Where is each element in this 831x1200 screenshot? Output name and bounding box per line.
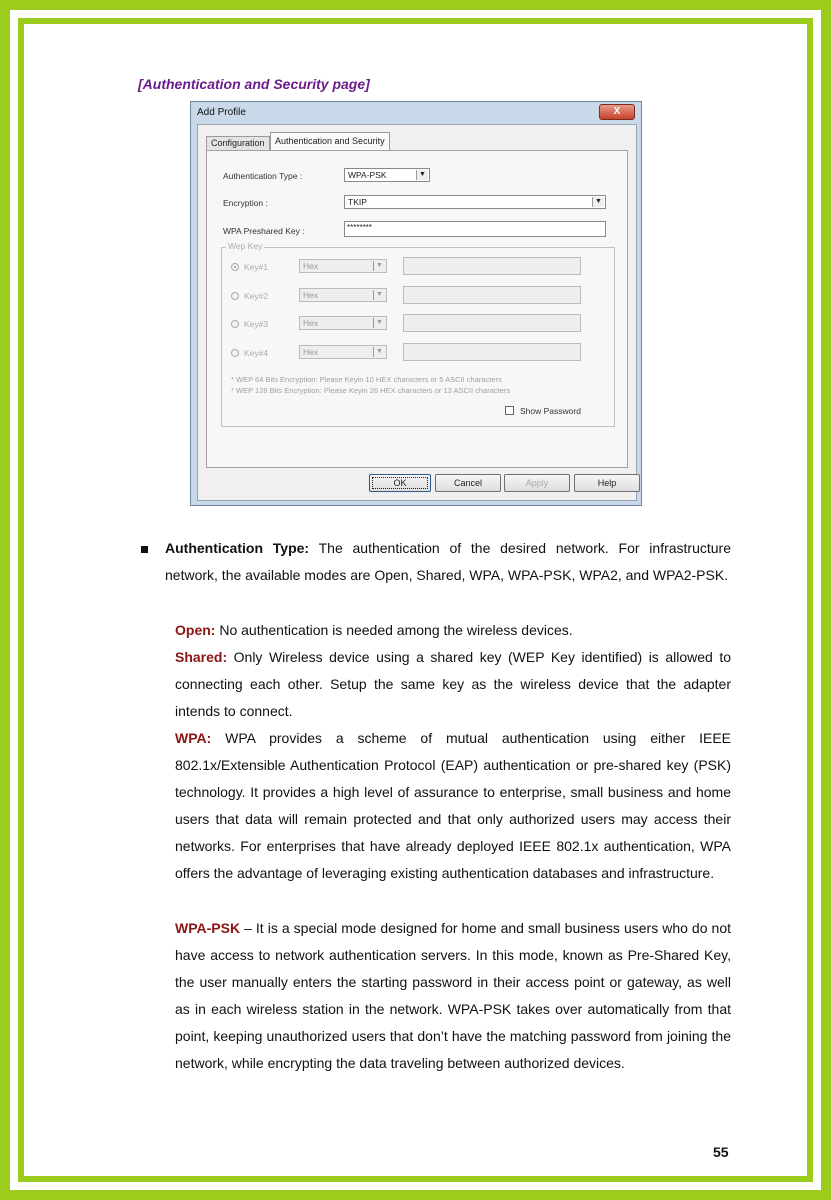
frame-inner-top bbox=[40, 18, 791, 24]
section-title: [Authentication and Security page] bbox=[138, 76, 370, 92]
key2-format-select[interactable] bbox=[299, 288, 387, 302]
shared-text: Only Wireless device using a shared key (WEP Key identified) is allowed to connecting each other. Setup the same key as the wireless device that the adapter intends to connect. bbox=[175, 649, 731, 719]
key2-input[interactable] bbox=[403, 286, 581, 304]
key2-format: Hex bbox=[303, 290, 319, 300]
apply-button[interactable]: Apply bbox=[504, 474, 570, 492]
ok-button[interactable]: OK bbox=[369, 474, 431, 492]
auth-type-label: Authentication Type : bbox=[223, 171, 303, 181]
wpapsk-text: – It is a special mode designed for home and small business users who do not have access to network authentication servers. In this mode, known as Pre-Shared Key, the user manually enters the starting password in their access point or gateway, as well as in each wireless station in the network. WPA-PSK takes over automatically from that point, keeping unauthorized users that don’t have the matching password from joining the network, while encrypting the data traveling between authorized devices. bbox=[175, 920, 731, 1071]
auth-type-select[interactable] bbox=[344, 168, 430, 182]
key4-input[interactable] bbox=[403, 343, 581, 361]
wpapsk-heading: WPA-PSK bbox=[175, 920, 241, 936]
preshared-key-label: WPA Preshared Key : bbox=[223, 226, 305, 236]
close-button[interactable]: X bbox=[599, 104, 635, 120]
key3-label: Key#3 bbox=[244, 319, 269, 329]
encryption-label: Encryption : bbox=[223, 198, 268, 208]
wpa-paragraph bbox=[175, 725, 731, 887]
encryption-value: TKIP bbox=[348, 197, 367, 207]
key3-input[interactable] bbox=[403, 314, 581, 332]
wpa-heading: WPA: bbox=[175, 730, 212, 746]
frame-right bbox=[821, 0, 831, 1200]
key3-radio[interactable] bbox=[231, 320, 239, 328]
key1-format-select[interactable] bbox=[299, 259, 387, 273]
dialog-body bbox=[197, 124, 637, 501]
preshared-key-input[interactable]: ******** bbox=[344, 221, 606, 237]
frame-inner-left bbox=[18, 40, 24, 1160]
bullet-icon bbox=[141, 546, 148, 553]
help-button[interactable]: Help bbox=[574, 474, 640, 492]
open-paragraph bbox=[175, 617, 731, 644]
key3-format: Hex bbox=[303, 318, 319, 328]
show-password-checkbox[interactable] bbox=[505, 406, 514, 415]
frame-left bbox=[0, 0, 10, 1200]
tab-configuration[interactable]: Configuration bbox=[206, 136, 270, 150]
tab-panel bbox=[206, 150, 628, 468]
open-heading: Open: bbox=[175, 622, 216, 638]
add-profile-dialog bbox=[190, 101, 642, 506]
frame-corner bbox=[791, 18, 813, 40]
wpapsk-paragraph bbox=[175, 915, 731, 1077]
key1-format: Hex bbox=[303, 261, 319, 271]
chevron-down-icon: ▼ bbox=[373, 347, 385, 357]
chevron-down-icon: ▼ bbox=[373, 261, 385, 271]
key1-label: Key#1 bbox=[244, 262, 269, 272]
page-number: 55 bbox=[713, 1144, 729, 1160]
frame-corner bbox=[18, 18, 40, 40]
tab-authentication-security[interactable]: Authentication and Security bbox=[270, 132, 390, 151]
encryption-select[interactable] bbox=[344, 195, 606, 209]
chevron-down-icon: ▼ bbox=[592, 197, 604, 207]
wpa-text: WPA provides a scheme of mutual authentication using either IEEE 802.1x/Extensible Authentication Protocol (EAP) authentication or pre-shared key (PSK) technology. It provides a high level of assurance to enterprise, small business and home users that data will remain protected and that only authorized users may access their networks. For enterprises that have already deployed IEEE 802.1x authentication, WPA offers the advantage of leveraging existing authentication databases and infrastructure. bbox=[175, 730, 731, 881]
chevron-down-icon: ▼ bbox=[373, 290, 385, 300]
auth-type-text: The authentication of the desired network. For infrastructure network, the available modes are Open, Shared, WPA, WPA-PSK, WPA2, and WPA2-PSK. bbox=[165, 540, 732, 583]
frame-corner bbox=[791, 1160, 813, 1182]
wep-128-note: * WEP 128 Bits Encryption: Please Keyin 26 HEX characters or 13 ASCII characters bbox=[231, 386, 511, 395]
shared-heading: Shared: bbox=[175, 649, 228, 665]
cancel-button[interactable]: Cancel bbox=[435, 474, 501, 492]
chevron-down-icon: ▼ bbox=[373, 318, 385, 328]
open-text: No authentication is needed among the wireless devices. bbox=[215, 622, 573, 638]
show-password-label: Show Password bbox=[520, 406, 581, 416]
key3-format-select[interactable] bbox=[299, 316, 387, 330]
key4-radio[interactable] bbox=[231, 349, 239, 357]
frame-inner-right bbox=[807, 40, 813, 1160]
wep-64-note: * WEP 64 Bits Encryption: Please Keyin 10 HEX characters or 5 ASCII characters bbox=[231, 375, 502, 384]
frame-corner bbox=[18, 1160, 40, 1182]
dialog-title: Add Profile bbox=[197, 107, 246, 118]
frame-top bbox=[0, 0, 831, 10]
auth-type-paragraph bbox=[165, 535, 731, 589]
key2-label: Key#2 bbox=[244, 291, 269, 301]
wep-key-group bbox=[221, 241, 615, 427]
wep-key-group-title: Wep Key bbox=[228, 241, 263, 251]
frame-bottom bbox=[0, 1190, 831, 1200]
key1-radio[interactable] bbox=[231, 263, 239, 271]
key2-radio[interactable] bbox=[231, 292, 239, 300]
key4-label: Key#4 bbox=[244, 348, 269, 358]
key4-format: Hex bbox=[303, 347, 319, 357]
shared-paragraph bbox=[175, 644, 731, 725]
key4-format-select[interactable] bbox=[299, 345, 387, 359]
key1-input[interactable] bbox=[403, 257, 581, 275]
frame-inner-bottom bbox=[40, 1176, 791, 1182]
auth-type-value: WPA-PSK bbox=[348, 170, 387, 180]
auth-type-heading: Authentication Type: bbox=[165, 540, 310, 556]
chevron-down-icon: ▼ bbox=[416, 170, 428, 180]
